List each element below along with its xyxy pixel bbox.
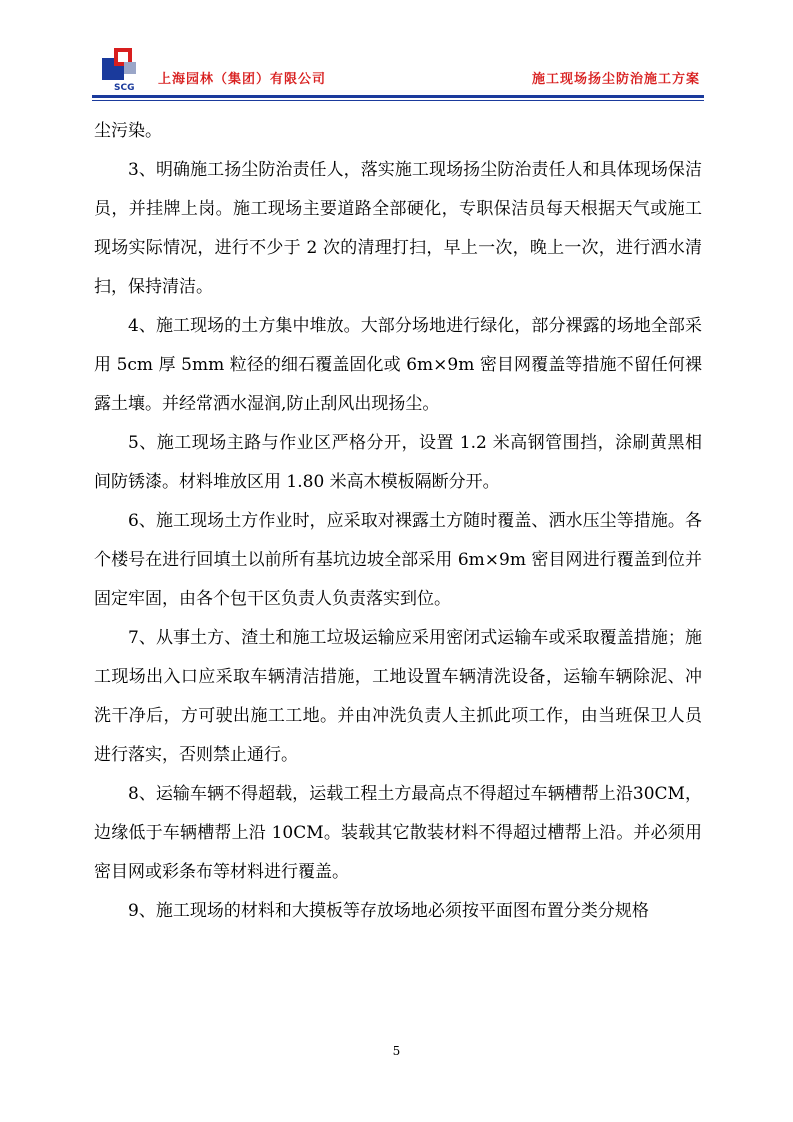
document-title: 施工现场扬尘防治施工方案 <box>531 72 700 87</box>
page-number: 5 <box>392 1044 401 1058</box>
paragraph-8: 8、运输车辆不得超载，运载工程土方最高点不得超过车辆槽帮上沿30CM，边缘低于车辆槽帮上沿 10CM。装载其它散装材料不得超过槽帮上沿。并必须用密目网或彩条布等材料进行覆盖。 <box>94 784 702 882</box>
paragraph-continuation: 尘污染。 <box>94 121 162 141</box>
company-name: 上海园林（集团）有限公司 <box>158 72 327 87</box>
paragraph-6: 6、施工现场土方作业时，应采取对裸露土方随时覆盖、洒水压尘等措施。各个楼号在进行回填土以前所有基坑边坡全部采用 6m×9m 密目网进行覆盖到位并固定牢固，由各个包干区负责人负责落实到位。 <box>94 511 702 609</box>
header-rule-thick <box>92 95 704 98</box>
paragraph-5: 5、施工现场主路与作业区严格分开，设置 1.2 米高钢管围挡，涂刷黄黑相间防锈漆。材料堆放区用 1.80 米高木模板隔断分开。 <box>94 433 702 492</box>
page-header <box>92 40 704 96</box>
paragraph-4: 4、施工现场的土方集中堆放。大部分场地进行绿化，部分裸露的场地全部采用 5cm 厚 5mm 粒径的细石覆盖固化或 6m×9m 密目网覆盖等措施不留任何裸露土壤。并经常洒水湿润,防止刮风出现扬尘。 <box>94 316 702 414</box>
logo-text: SCG <box>114 83 135 92</box>
company-logo <box>96 44 144 92</box>
paragraph-3: 3、明确施工扬尘防治责任人，落实施工现场扬尘防治责任人和具体现场保洁员，并挂牌上岗。施工现场主要道路全部硬化，专职保洁员每天根据天气或施工现场实际情况，进行不少于 2 次的清理打扫，早上一次，晚上一次，进行洒水清扫，保持清洁。 <box>94 160 702 297</box>
header-rule-thin <box>92 100 704 101</box>
paragraph-7: 7、从事土方、渣土和施工垃圾运输应采用密闭式运输车或采取覆盖措施；施工现场出入口应采取车辆清洁措施，工地设置车辆清洗设备，运输车辆除泥、冲洗干净后，方可驶出施工工地。并由冲洗负责人主抓此项工作，由当班保卫人员进行落实，否则禁止通行。 <box>94 628 702 765</box>
body-text <box>94 112 702 931</box>
paragraph-9: 9、施工现场的材料和大摸板等存放场地必须按平面图布置分类分规格 <box>128 901 649 921</box>
